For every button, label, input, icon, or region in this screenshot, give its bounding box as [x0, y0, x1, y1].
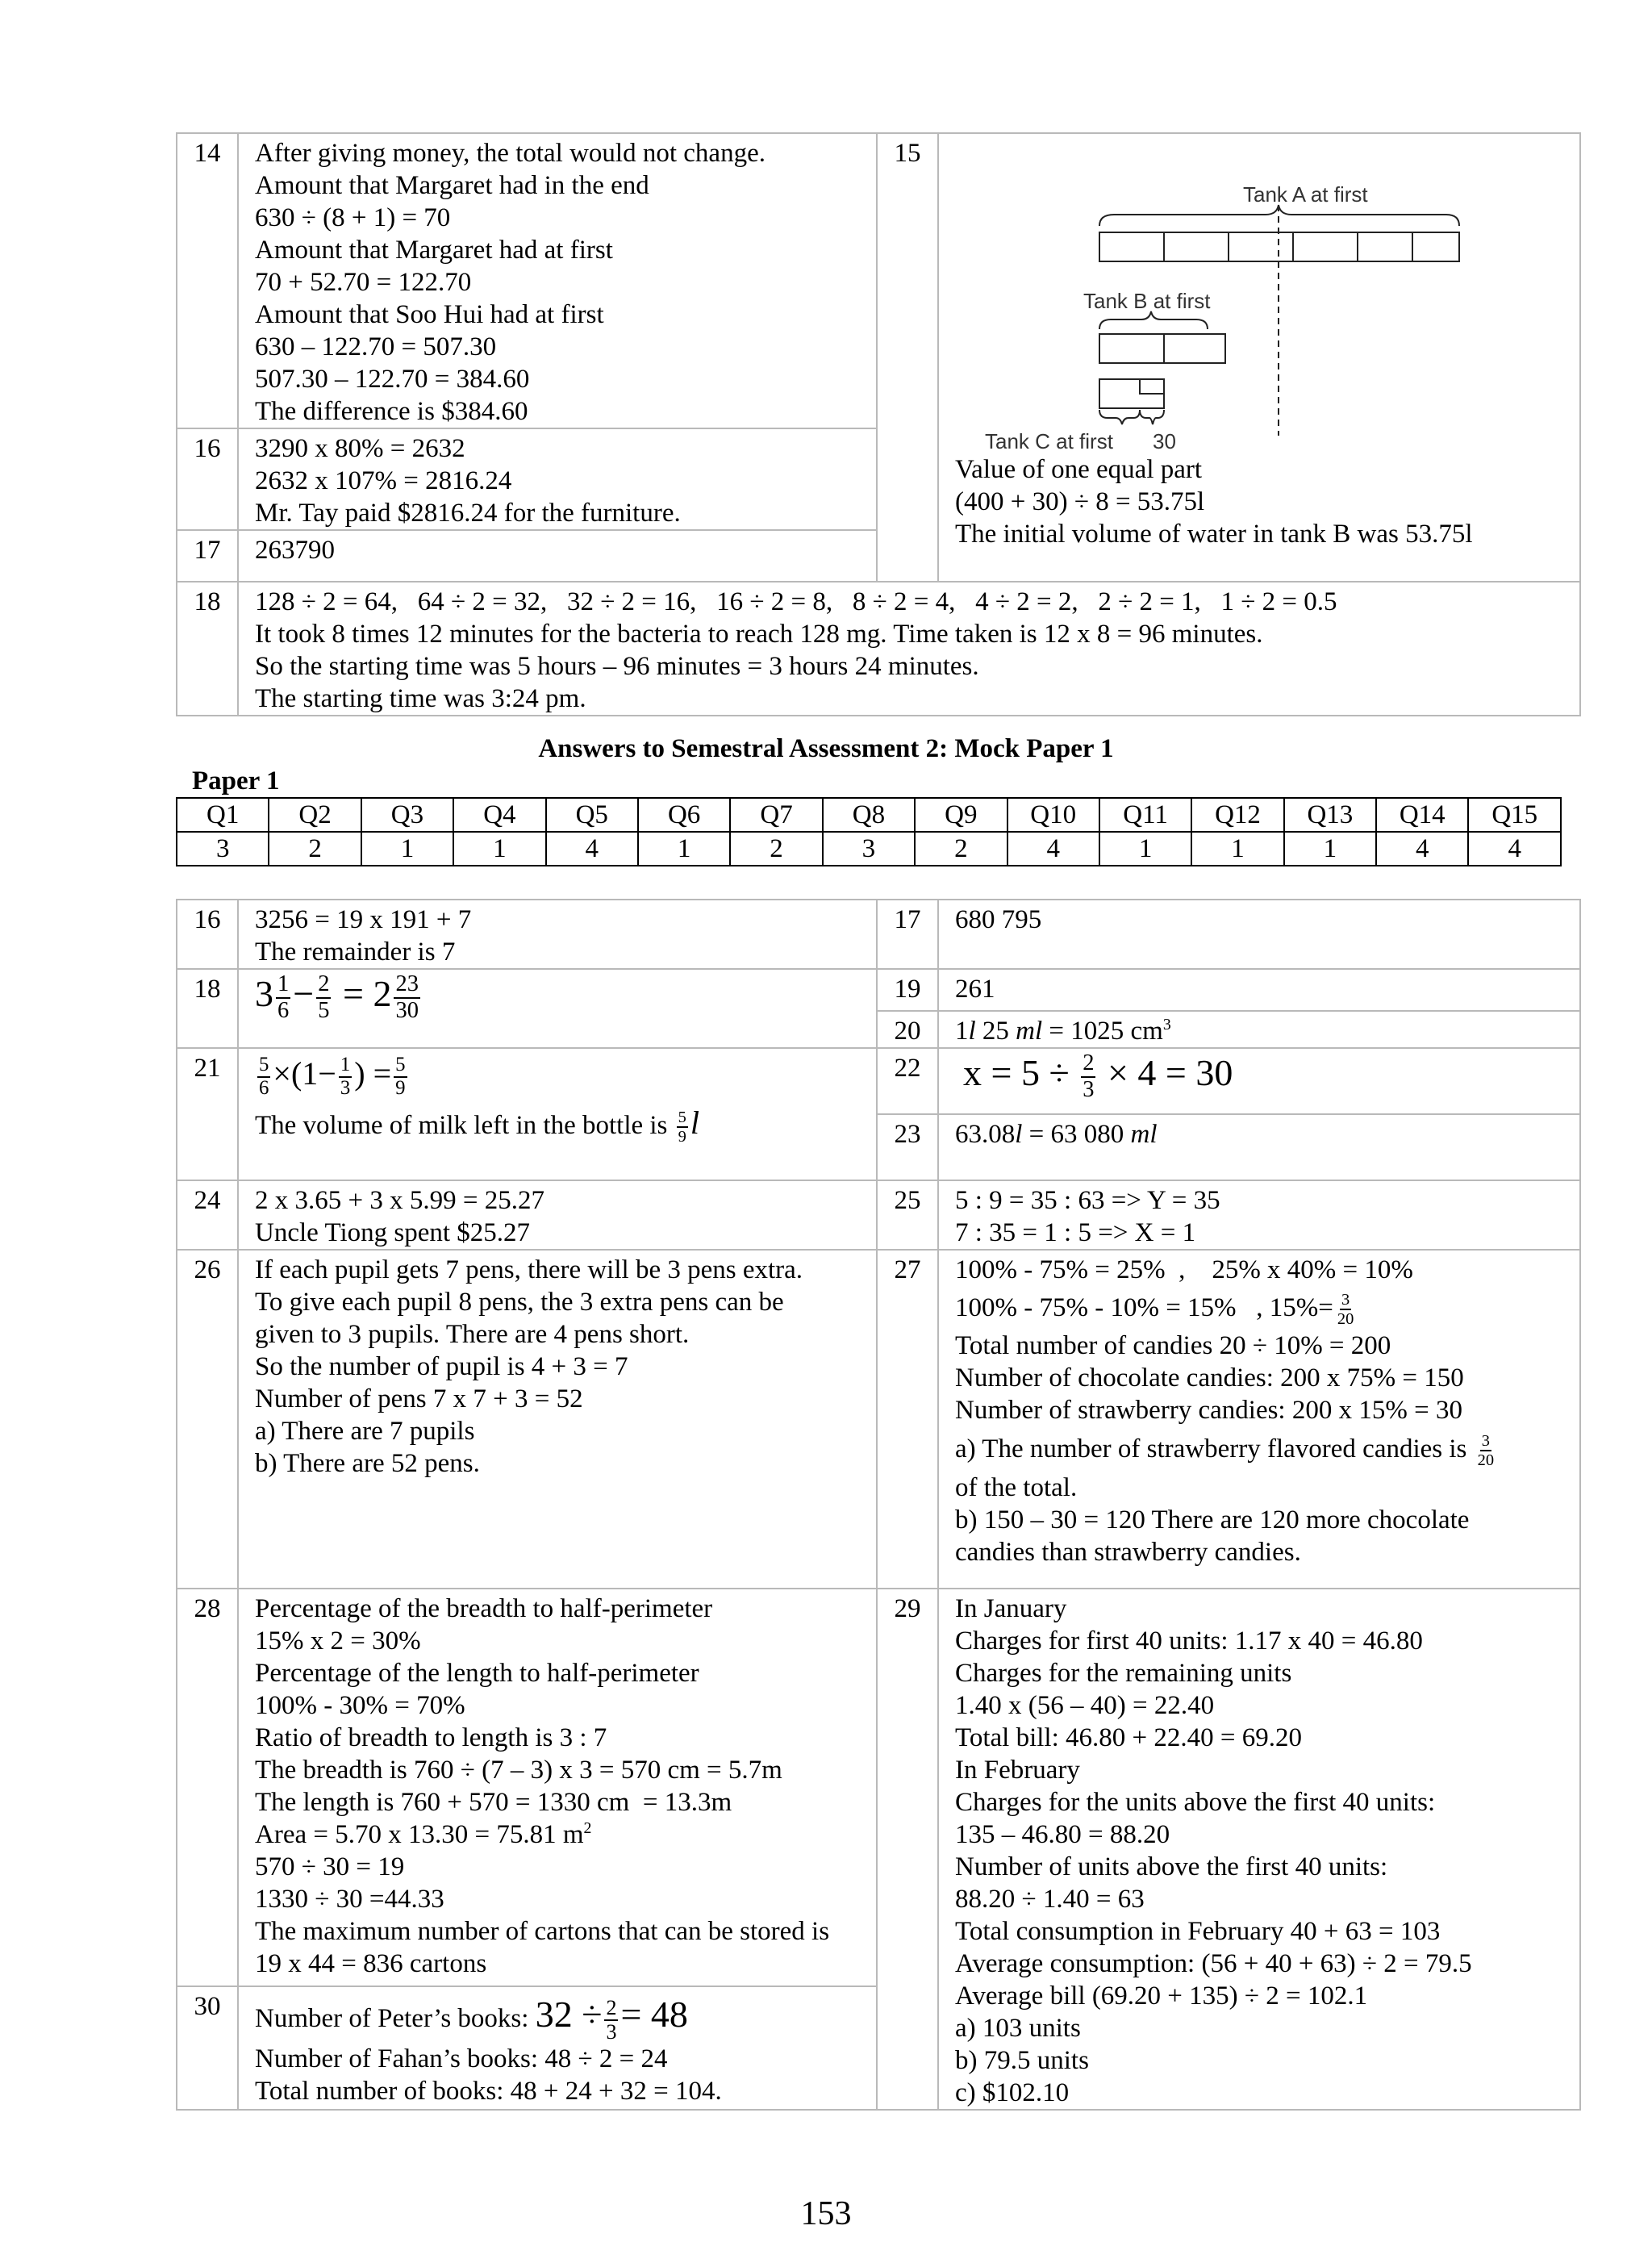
- question-number: 22: [877, 1048, 938, 1114]
- question-number: 25: [877, 1180, 938, 1250]
- section-heading: Answers to Semestral Assessment 2: Mock Paper 1: [538, 734, 1114, 763]
- math-term: = 48: [620, 1993, 688, 2035]
- answer-q27: [938, 1250, 1580, 1589]
- answer-line: Average consumption: (56 + 40 + 63) ÷ 2 = 79.5: [955, 1949, 1472, 1978]
- question-number: 30: [177, 1986, 238, 2110]
- answer-line: of the total.: [955, 1473, 1078, 1502]
- answer-q17: [238, 530, 877, 582]
- tank-a-bar: [1099, 232, 1459, 261]
- math-operator: ×(1−: [273, 1055, 336, 1092]
- superscript: 2: [583, 1819, 592, 1837]
- mcq-answer: 4: [1007, 832, 1099, 866]
- mcq-answer: 1: [1099, 832, 1191, 866]
- fraction: [1336, 1292, 1355, 1328]
- answer-text: Number of Peter’s books:: [255, 2003, 529, 2033]
- answers-table-top: [176, 132, 1581, 716]
- answer-line: 7 : 35 = 1 : 5 => X = 1: [955, 1218, 1196, 1247]
- mcq-answer: 3: [177, 832, 269, 866]
- answer-line: Number of chocolate candies: 200 x 75% = 150: [955, 1363, 1464, 1393]
- math-operator: ) =: [354, 1055, 392, 1092]
- question-number: 27: [877, 1250, 938, 1589]
- question-number: 19: [877, 969, 938, 1011]
- answer-line: Amount that Margaret had at first: [255, 236, 613, 265]
- answer-line: b) There are 52 pens.: [255, 1449, 480, 1478]
- fraction: [677, 1109, 688, 1146]
- mcq-question: Q3: [361, 798, 453, 832]
- answer-q22: [938, 1048, 1580, 1114]
- question-number: 14: [177, 133, 238, 428]
- fraction: [1081, 1052, 1095, 1101]
- denominator: 3: [340, 1076, 351, 1099]
- mcq-question: Q13: [1284, 798, 1376, 832]
- answer-line: The starting time was 3:24 pm.: [255, 684, 586, 713]
- unit-litre: l: [968, 1017, 976, 1046]
- answer-line: 88.20 ÷ 1.40 = 63: [955, 1885, 1145, 1914]
- numerator: 3: [1480, 1433, 1491, 1451]
- answer-q20: [938, 1011, 1580, 1048]
- answer-line: 135 – 46.80 = 88.20: [955, 1820, 1170, 1849]
- answer-line: [955, 1015, 1579, 1047]
- mcq-question: Q4: [453, 798, 545, 832]
- tank-b-label: Tank B at first: [1083, 289, 1211, 313]
- denominator: 30: [395, 997, 419, 1023]
- answer-line: [255, 1104, 876, 1146]
- math-operator: −: [293, 973, 315, 1015]
- answer-line: If each pupil gets 7 pens, there will be 3 pens extra.: [255, 1255, 803, 1284]
- answer-line: given to 3 pupils. There are 4 pens short.: [255, 1320, 690, 1349]
- answer-line: It took 8 times 12 minutes for the bacteria to reach 128 mg. Time taken is 12 x 8 = 96 minutes.: [255, 620, 1263, 649]
- answer-line: Mr. Tay paid $2816.24 for the furniture.: [255, 499, 681, 528]
- answer-text: = 1025 cm: [1042, 1017, 1163, 1046]
- answer-line: 5 : 9 = 35 : 63 => Y = 35: [955, 1186, 1220, 1215]
- superscript: 3: [1162, 1016, 1171, 1033]
- answer-line: In February: [955, 1756, 1080, 1785]
- question-number: 18: [177, 969, 238, 1048]
- tank-a-label: Tank A at first: [1243, 182, 1368, 207]
- mcq-question: Q6: [638, 798, 730, 832]
- answer-line: 1.40 x (56 – 40) = 22.40: [955, 1691, 1215, 1720]
- mcq-answer: 3: [823, 832, 915, 866]
- numerator: 5: [257, 1055, 270, 1078]
- answer-q30: [238, 1986, 877, 2110]
- answer-q24: [238, 1180, 877, 1250]
- answer-q18: [238, 969, 877, 1048]
- answer-line: 3256 = 19 x 191 + 7: [255, 905, 472, 934]
- math-term: x = 5 ÷: [963, 1052, 1070, 1094]
- answer-q26: [238, 1250, 877, 1589]
- answer-line: The initial volume of water in tank B was 53.75l: [955, 520, 1473, 549]
- question-number: 16: [177, 900, 238, 969]
- mcq-answer-row: [177, 832, 1561, 866]
- denominator: 9: [395, 1076, 406, 1099]
- numerator: 2: [316, 973, 331, 999]
- denominator: 6: [277, 997, 290, 1023]
- answer-line: Average bill (69.20 + 135) ÷ 2 = 102.1: [955, 1981, 1368, 2011]
- answer-line: The maximum number of cartons that can be stored is: [255, 1917, 830, 1946]
- mcq-question: Q11: [1099, 798, 1191, 832]
- fraction: [316, 973, 331, 1022]
- numerator: 2: [606, 1995, 617, 2019]
- answer-text: 25: [975, 1017, 1016, 1046]
- fraction: [339, 1055, 352, 1099]
- answer-line: 263790: [255, 536, 335, 565]
- answer-text: 100% - 75% - 10% = 15% , 15%=: [955, 1293, 1333, 1322]
- answer-q17: [938, 900, 1580, 969]
- mcq-question: Q15: [1468, 798, 1561, 832]
- answer-text: 63.08: [955, 1120, 1016, 1149]
- answer-line: 15% x 2 = 30%: [255, 1626, 421, 1656]
- numerator: 23: [394, 973, 420, 999]
- answer-q19: [938, 969, 1580, 1011]
- denominator: 20: [1477, 1451, 1495, 1470]
- math-term: 3: [255, 973, 273, 1015]
- mcq-answer: 1: [638, 832, 730, 866]
- answer-line: b) 79.5 units: [955, 2046, 1089, 2075]
- answer-line: Total number of candies 20 ÷ 10% = 200: [955, 1331, 1391, 1360]
- answer-line: Total consumption in February 40 + 63 = 103: [955, 1917, 1441, 1946]
- answer-line: 70 + 52.70 = 122.70: [255, 268, 472, 297]
- answer-line: Total bill: 46.80 + 22.40 = 69.20: [955, 1723, 1302, 1752]
- mcq-question: Q7: [730, 798, 822, 832]
- answer-line: candies than strawberry candies.: [955, 1538, 1301, 1567]
- mcq-answer: 1: [361, 832, 453, 866]
- math-expression: [255, 973, 876, 1022]
- denominator: 3: [606, 2019, 617, 2044]
- question-number: 17: [177, 530, 238, 582]
- math-term: 2: [373, 973, 392, 1015]
- answer-line: 507.30 – 122.70 = 384.60: [255, 365, 530, 394]
- math-expression: [255, 1052, 876, 1099]
- tank-bar-diagram: [955, 137, 1579, 460]
- answer-line: a) 103 units: [955, 2014, 1081, 2043]
- answer-line: Charges for first 40 units: 1.17 x 40 = 46.80: [955, 1626, 1423, 1656]
- answer-line: 2 x 3.65 + 3 x 5.99 = 25.27: [255, 1186, 544, 1215]
- thirty-label: 30: [1153, 429, 1176, 453]
- mcq-question: Q9: [915, 798, 1007, 832]
- mcq-answer: 2: [915, 832, 1007, 866]
- tank-c-brace: [1099, 410, 1140, 424]
- answer-line: b) 150 – 30 = 120 There are 120 more chocolate: [955, 1505, 1470, 1535]
- fraction: [394, 973, 420, 1022]
- answer-text: a) The number of strawberry flavored candies is: [955, 1434, 1467, 1464]
- page-number: 153: [800, 2195, 852, 2232]
- answer-line: Amount that Soo Hui had at first: [255, 300, 604, 329]
- numerator: 1: [339, 1055, 352, 1078]
- answer-text: 1: [955, 1017, 969, 1046]
- mcq-question: Q2: [269, 798, 361, 832]
- answer-text: Area = 5.70 x 13.30 = 75.81 m: [255, 1820, 584, 1849]
- answer-line: 261: [955, 975, 995, 1004]
- answer-q28: [238, 1589, 877, 1986]
- math-expression: [955, 1052, 1579, 1101]
- answer-line: 19 x 44 = 836 cartons: [255, 1949, 487, 1978]
- question-number: 16: [177, 428, 238, 530]
- answers-table-bottom: [176, 899, 1581, 2111]
- answer-line: 3290 x 80% = 2632: [255, 434, 465, 463]
- mcq-question: Q5: [546, 798, 638, 832]
- answer-line: 100% - 75% = 25% , 25% x 40% = 10%: [955, 1255, 1413, 1284]
- answer-line: The difference is $384.60: [255, 397, 528, 426]
- answer-line: The breadth is 760 ÷ (7 – 3) x 3 = 570 cm = 5.7m: [255, 1756, 782, 1785]
- mcq-answer: 1: [453, 832, 545, 866]
- answer-line: 570 ÷ 30 = 19: [255, 1852, 405, 1881]
- fraction: [1476, 1433, 1496, 1469]
- numerator: 5: [677, 1109, 688, 1128]
- mcq-answer: 2: [269, 832, 361, 866]
- answer-line: In January: [955, 1594, 1067, 1623]
- unit-litre: l: [690, 1104, 699, 1141]
- answer-line: [255, 1990, 876, 2043]
- mcq-answer: 2: [730, 832, 822, 866]
- thirty-brace: [1140, 410, 1164, 424]
- tank-b-brace: [1099, 311, 1208, 329]
- answer-line: 630 – 122.70 = 507.30: [255, 332, 497, 361]
- math-operator: =: [342, 973, 364, 1015]
- answer-line: Number of strawberry candies: 200 x 15% = 30: [955, 1396, 1462, 1425]
- question-number: 20: [877, 1011, 938, 1048]
- answer-line: Number of Fahan’s books: 48 ÷ 2 = 24: [255, 2044, 668, 2073]
- mcq-answer: 4: [1376, 832, 1468, 866]
- answer-line: [955, 1118, 1579, 1150]
- fraction: [394, 1055, 407, 1099]
- mcq-question: Q8: [823, 798, 915, 832]
- answer-line: So the number of pupil is 4 + 3 = 7: [255, 1352, 628, 1381]
- answer-line: 1330 ÷ 30 =44.33: [255, 1885, 444, 1914]
- answer-line: Charges for the units above the first 40 units:: [955, 1788, 1436, 1817]
- question-number: 21: [177, 1048, 238, 1180]
- question-number: 24: [177, 1180, 238, 1250]
- answer-line: [255, 1818, 876, 1851]
- answer-line: Number of units above the first 40 units:: [955, 1852, 1388, 1881]
- mcq-answer-grid: [176, 797, 1562, 866]
- answer-line: Percentage of the breadth to half-perimeter: [255, 1594, 713, 1623]
- answer-line: Amount that Margaret had in the end: [255, 171, 649, 200]
- numerator: 2: [1081, 1052, 1095, 1078]
- mcq-question: Q10: [1007, 798, 1099, 832]
- denominator: 3: [1083, 1076, 1095, 1102]
- unit-millilitre: ml: [1016, 1017, 1043, 1046]
- denominator: 6: [259, 1076, 269, 1099]
- unit-litre: l: [1015, 1120, 1023, 1149]
- answer-q15: [938, 133, 1580, 582]
- question-number: 18: [177, 582, 238, 716]
- answer-line: 630 ÷ (8 + 1) = 70: [255, 203, 451, 232]
- answer-q23: [938, 1114, 1580, 1180]
- math-term: 32 ÷: [535, 1993, 603, 2035]
- mcq-answer: 4: [546, 832, 638, 866]
- unit-millilitre: ml: [1130, 1120, 1158, 1149]
- answer-q21: [238, 1048, 877, 1180]
- answer-line: Ratio of breadth to length is 3 : 7: [255, 1723, 607, 1752]
- answer-line: Percentage of the length to half-perimeter: [255, 1659, 699, 1688]
- answer-line: 680 795: [955, 905, 1042, 934]
- denominator: 9: [678, 1128, 686, 1146]
- answer-line: The length is 760 + 570 = 1330 cm = 13.3m: [255, 1788, 732, 1817]
- numerator: 3: [1340, 1292, 1351, 1310]
- math-term: × 4 = 30: [1107, 1052, 1233, 1094]
- numerator: 1: [276, 973, 290, 999]
- answer-q16: [238, 428, 877, 530]
- mcq-question: Q12: [1191, 798, 1283, 832]
- answer-line: Value of one equal part: [955, 455, 1203, 484]
- question-number: 29: [877, 1589, 938, 2110]
- answer-text: = 63 080: [1022, 1120, 1131, 1149]
- answer-line: 2632 x 107% = 2816.24: [255, 466, 512, 495]
- answer-q18: [238, 582, 1580, 716]
- answer-q25: [938, 1180, 1580, 1250]
- question-number: 28: [177, 1589, 238, 1986]
- answer-line: Total number of books: 48 + 24 + 32 = 104.: [255, 2076, 722, 2106]
- answer-line: Uncle Tiong spent $25.27: [255, 1218, 531, 1247]
- fraction: [257, 1055, 270, 1099]
- answer-line: 100% - 30% = 70%: [255, 1691, 465, 1720]
- question-number: 26: [177, 1250, 238, 1589]
- mcq-answer: 4: [1468, 832, 1561, 866]
- mcq-answer: 1: [1191, 832, 1283, 866]
- answer-line: [955, 1426, 1579, 1472]
- tank-b-bar: [1099, 334, 1225, 363]
- denominator: 20: [1337, 1310, 1354, 1329]
- answer-line: To give each pupil 8 pens, the 3 extra pens can be: [255, 1288, 784, 1317]
- question-number: 23: [877, 1114, 938, 1180]
- mcq-question: Q14: [1376, 798, 1468, 832]
- answer-line: Number of pens 7 x 7 + 3 = 52: [255, 1384, 583, 1413]
- mcq-question: Q1: [177, 798, 269, 832]
- answer-line: (400 + 30) ÷ 8 = 53.75l: [955, 487, 1205, 516]
- mcq-question-row: [177, 798, 1561, 832]
- answer-q14: [238, 133, 877, 428]
- fraction: [276, 973, 290, 1022]
- mcq-answer: 1: [1284, 832, 1376, 866]
- question-number: 15: [877, 133, 938, 582]
- fraction: [604, 1995, 618, 2044]
- tank-c-extra: [1140, 379, 1164, 394]
- paper-label: Paper 1: [192, 766, 280, 795]
- question-number: 17: [877, 900, 938, 969]
- tank-c-label: Tank C at first: [985, 429, 1113, 453]
- answer-line: So the starting time was 5 hours – 96 minutes = 3 hours 24 minutes.: [255, 652, 979, 681]
- denominator: 5: [318, 997, 330, 1023]
- answer-text: The volume of milk left in the bottle is: [255, 1110, 668, 1140]
- answer-q29: [938, 1589, 1580, 2110]
- answer-q16: [238, 900, 877, 969]
- numerator: 5: [394, 1055, 407, 1078]
- answer-line: Charges for the remaining units: [955, 1659, 1292, 1688]
- answer-line: 128 ÷ 2 = 64, 64 ÷ 2 = 32, 32 ÷ 2 = 16, 16 ÷ 2 = 8, 8 ÷ 2 = 4, 4 ÷ 2 = 2, 2 ÷ 2 = 1, 1 ÷ 2 = 0.5: [255, 587, 1337, 616]
- answer-line: The remainder is 7: [255, 937, 456, 967]
- answer-line: a) There are 7 pupils: [255, 1417, 475, 1446]
- answer-line: After giving money, the total would not change.: [255, 139, 766, 168]
- answer-line: [955, 1286, 1579, 1330]
- answer-line: c) $102.10: [955, 2078, 1070, 2107]
